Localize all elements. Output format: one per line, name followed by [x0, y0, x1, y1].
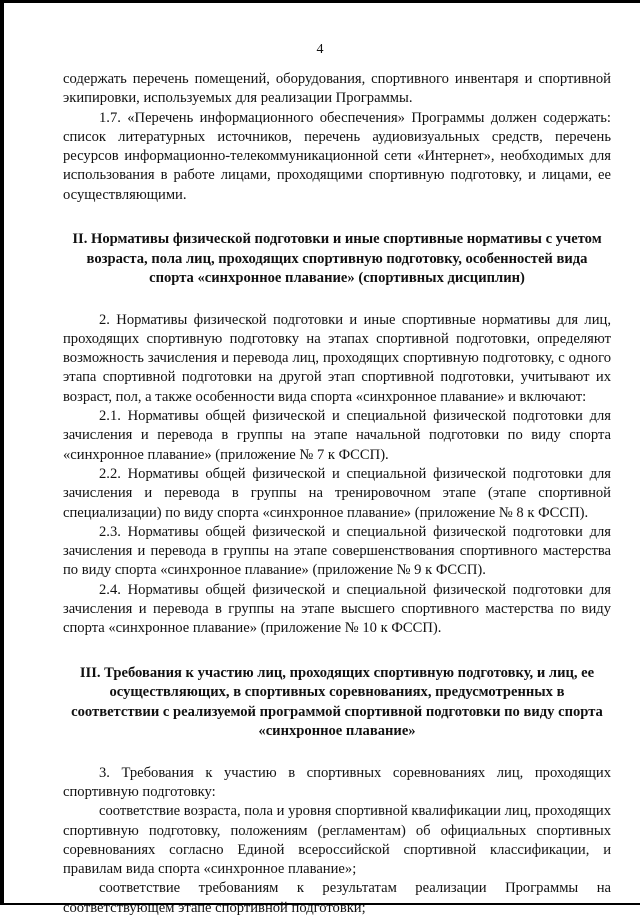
paragraph-3-item-1: соответствие возраста, пола и уровня спортивной квалификации лиц, проходящих спортивную подготовку, положениям (регламентам) об официальных спортивных соревнованиях согласно Единой всероссийской спортивной классификации, и правилам вида спорта «синхронное плавание»; [63, 803, 611, 878]
section-2-heading: II. Нормативы физической подготовки и иные спортивные нормативы с учетом возраста, пола лиц, проходящих спортивную подготовку, особенностей вида спорта «синхронное плавание» (спортивных дисциплин) [72, 231, 602, 287]
page-number: 4 [316, 42, 324, 57]
paragraph-2-1: 2.1. Нормативы общей физической и специальной физической подготовки для зачисления и перевода в группы на этапе начальной подготовки по виду спорта «синхронное плавание» (приложение № 7 к ФССП). [63, 408, 611, 463]
paragraph-3-item-2: соответствие требованиям к результатам реализации Программы на соответствующем этапе спортивной подготовки; [63, 880, 611, 916]
paragraph-intro: содержать перечень помещений, оборудования, спортивного инвентаря и спортивной экипировки, используемых для реализации Программы. [63, 71, 611, 107]
paragraph-2-2: 2.2. Нормативы общей физической и специальной физической подготовки для зачисления и перевода в группы на тренировочном этапе (этапе спортивной специализации) по виду спорта «синхронное плавание» (приложение № 8 к ФССП). [63, 465, 611, 521]
paragraph-2-3: 2.3. Нормативы общей физической и специальной физической подготовки для зачисления и перевода в группы на этапе совершенствования спортивного мастерства по виду спорта «синхронное плавание» (приложение № 9 к ФССП). [63, 523, 611, 579]
paragraph-3: 3. Требования к участию в спортивных соревнованиях лиц, проходящих спортивную подготовку: [63, 764, 611, 800]
scan-border-top [0, 0, 640, 3]
document-body [63, 70, 611, 918]
paragraph-1-7: 1.7. «Перечень информационного обеспечения» Программы должен содержать: список литературных источников, перечень аудиовизуальных средств, перечень ресурсов информационно-телекоммуникационной сети «Интернет», необходимых для использования в работе лицами, проходящими спортивную подготовку, и лицами, ее осуществляющими. [63, 109, 611, 203]
paragraph-2-4: 2.4. Нормативы общей физической и специальной физической подготовки для зачисления и перевода в группы на этапе высшего спортивного мастерства по виду спорта «синхронное плавание» (приложение № 10 к ФССП). [63, 581, 611, 637]
paragraph-2: 2. Нормативы физической подготовки и иные спортивные нормативы для лиц, проходящих спортивную подготовку на этапах спортивной подготовки, определяют возможность зачисления и перевода лиц, проходящих спортивную подготовку, с одного этапа спортивной подготовки на другой этап спортивной подготовки, учитывают их возраст, пол, а также особенности вида спорта «синхронное плавание» и включают: [63, 311, 611, 405]
section-3-heading: III. Требования к участию лиц, проходящих спортивную подготовку, и лиц, ее осуществляющих, в спортивных соревнованиях, предусмотренных в соответствии с реализуемой программой спортивной подготовки по виду спорта «синхронное плавание» [71, 664, 603, 740]
scan-border-left [0, 0, 4, 905]
